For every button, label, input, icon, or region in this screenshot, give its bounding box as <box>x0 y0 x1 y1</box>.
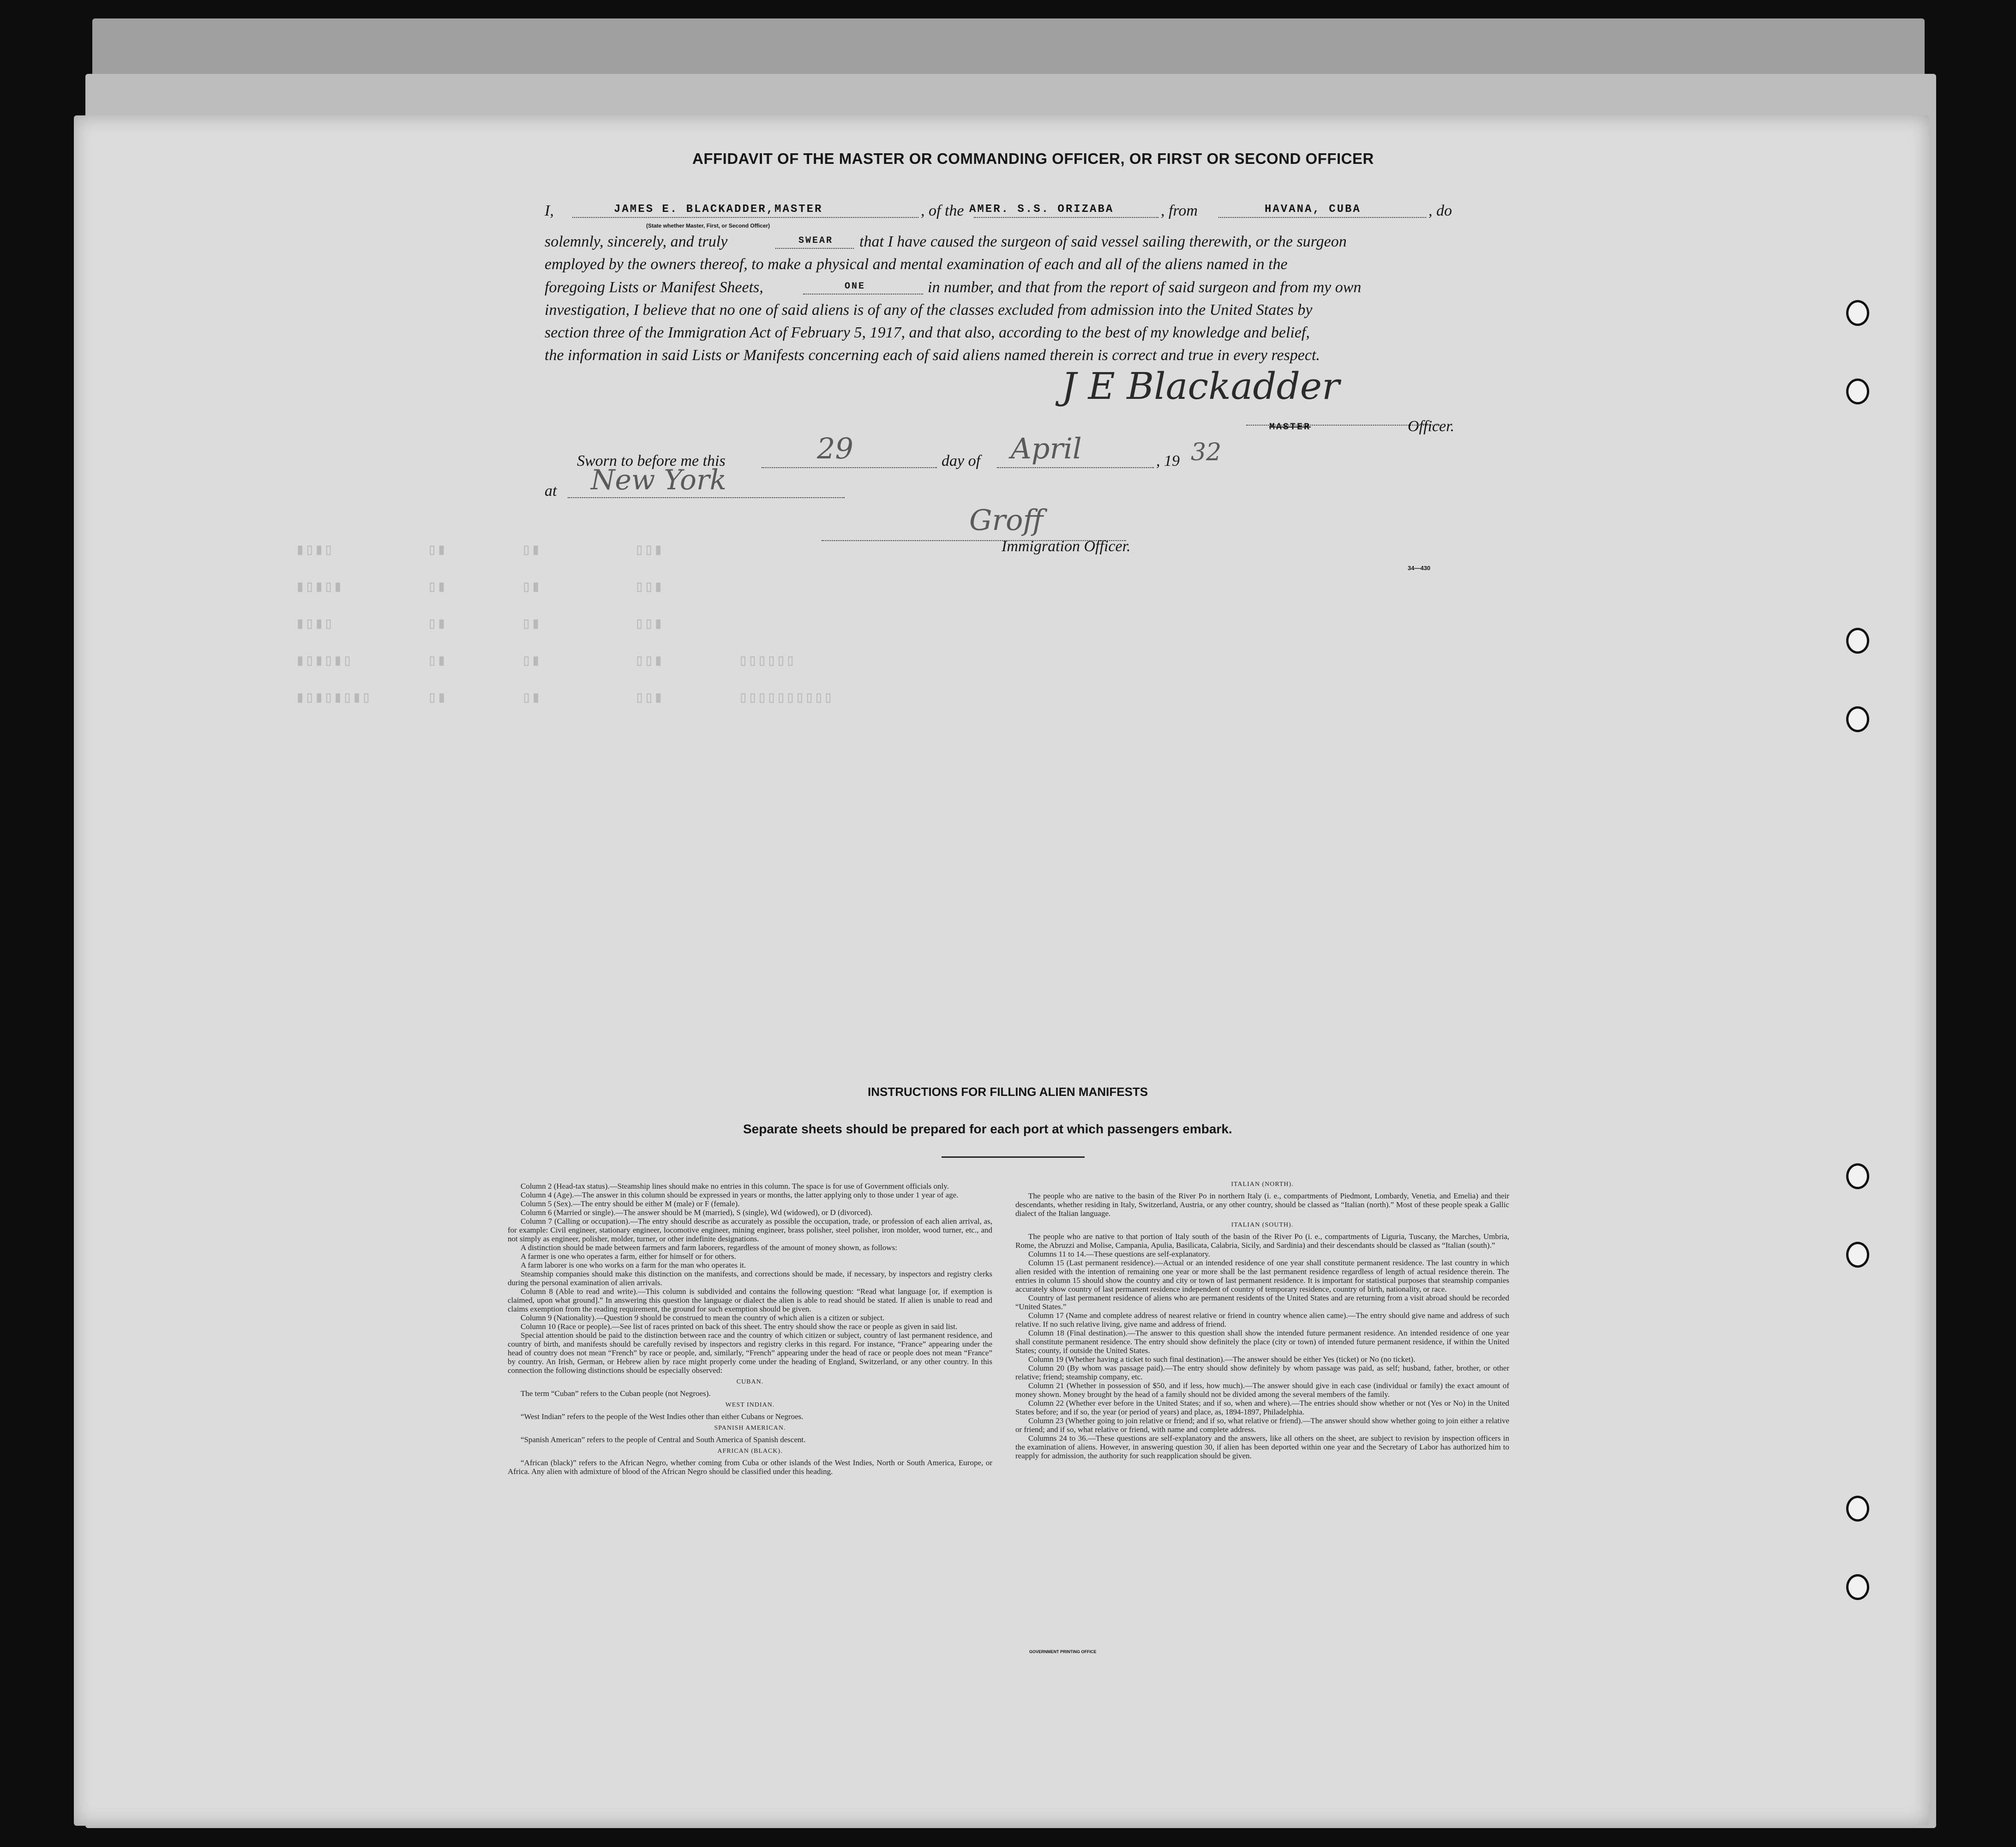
do-label: , do <box>1428 202 1452 219</box>
instruction-paragraph: “West Indian” refers to the people of the West Indies other than either Cubans or Negroes. <box>521 1412 804 1421</box>
instructions-divider <box>942 1156 1085 1158</box>
instruction-paragraph: The term “Cuban” refers to the Cuban people (not Negroes). <box>521 1389 711 1398</box>
sworn-month: April <box>1011 432 1082 465</box>
instruction-paragraph: A farmer is one who operates a farm, either for himself or for others. <box>521 1252 736 1261</box>
instruction-paragraph: Special attention should be paid to the distinction between race and the country of which citizen or subject, country of last permanent residence, and country of birth, and manifests should be carefully revised by inspectors and registry clerks in this regard. For instance, “France” appearing under the head of country does not mean “French” by race or people, and, similarly, “French” appearing under the head of race or people does not mean “France” by country. An Irish, German, or Hebrew alien by race might properly come under the heading of England, Switzerland, or any other country. In this connection the following distinctions should be especially observed: <box>508 1331 992 1375</box>
instruction-paragraph: A farm laborer is one who works on a farm for the man who operates it. <box>521 1261 746 1269</box>
affidavit-line-4-prefix: foregoing Lists or Manifest Sheets, <box>545 279 763 296</box>
rank-text: MASTER <box>1269 422 1311 433</box>
instruction-paragraph: Column 4 (Age).—The answer in this column should be expressed in years or months, the latter applying only to those under 1 year of age. <box>521 1191 959 1199</box>
affidavit-line-3: employed by the owners thereof, to make a physical and mental examination of each and all of the aliens named in the <box>545 256 1288 273</box>
punch-hole <box>1846 1163 1869 1189</box>
affidavit-line-5: investigation, I believe that no one of said aliens is of any of the classes excluded from admission into the United States by <box>545 301 1313 319</box>
punch-hole <box>1846 1242 1869 1268</box>
sworn-day: 29 <box>817 432 853 465</box>
bleed-through-text: ▮▯▮▯▮▯ ▯▮ ▯▮ ▯▯▮ ▯▯▯▯▯▯ <box>295 653 795 670</box>
instruction-paragraph: Column 20 (By whom was passage paid).—The entry should show definitely by whom passage was paid, as self; husband, father, brother, or other relative; friend; steamship company, etc. <box>1015 1364 1509 1381</box>
punch-hole <box>1846 300 1869 326</box>
sworn-year: 32 <box>1191 439 1222 466</box>
instruction-paragraph: The people who are native to that portion of Italy south of the basin of the River Po (i. e., compartments of Liguria, Tuscany, the Marches, Umbria, Rome, the Abruzzi and Molise, Campania, Apulia, Basilicata, Calabria, Sicily, and Sardinia) and their descendants should be classed as “Italian (south).” <box>1015 1232 1509 1250</box>
instruction-heading: AFRICAN (BLACK). <box>717 1448 783 1455</box>
instruction-paragraph: Column 23 (Whether going to join relative or friend; and if so, what relative or friend).—The answer should show whether going to join either a relative or friend; and if so, what relative or friend, with name and complete address. <box>1015 1416 1509 1434</box>
bleed-through-text: ▮▯▮▯▮▯▮▯ ▯▮ ▯▮ ▯▯▮ ▯▯▯▯▯▯▯▯▯▯ <box>295 690 833 707</box>
instruction-paragraph: Column 10 (Race or people).—See list of races printed on back of this sheet. The entry should show the race or people as given in said list. <box>521 1322 958 1331</box>
at-label: at <box>545 482 557 499</box>
immigration-signature: Groff <box>969 503 1044 537</box>
state-note: (State whether Master, First, or Second Officer) <box>646 223 770 229</box>
from-label: , from <box>1161 202 1198 219</box>
of-the-label: , of the <box>921 202 964 219</box>
affidavit-sheet <box>74 115 1929 1826</box>
instruction-paragraph: “Spanish American” refers to the people of Central and South America of Spanish descent. <box>521 1435 806 1444</box>
year-prefix: , 19 <box>1156 452 1180 469</box>
bleed-through-text: ▮▯▮▯▮ ▯▮ ▯▮ ▯▯▮ <box>295 579 663 596</box>
instruction-paragraph: Column 18 (Final destination).—The answer to this question shall show the intended future permanent residence. An intended residence of one year shall constitute permanent residence. The entry should show definitely the place (city or town) of intended future permanent residence, if within the United States; county, if outside the United States. <box>1015 1329 1509 1355</box>
bleed-through-text: ▮▯▮▯ ▯▮ ▯▮ ▯▯▮ <box>295 542 663 560</box>
punch-hole <box>1846 1574 1869 1600</box>
instructions-subtitle: Separate sheets should be prepared for each port at which passengers embark. <box>743 1122 1232 1136</box>
instruction-paragraph: Steamship companies should make this distinction on the manifests, and corrections should be made, if necessary, by inspectors and registry clerks during the personal examination of alien arrivals. <box>508 1269 992 1287</box>
master-name: JAMES E. BLACKADDER,MASTER <box>614 203 823 216</box>
sworn-prefix: Sworn to before me this <box>577 452 726 469</box>
instruction-paragraph: Column 21 (Whether in possession of $50, and if less, how much).—The answer should give in each case (individual or family) the exact amount of money shown. Money brought by the head of a family should not be divided among the several members of the family. <box>1015 1381 1509 1399</box>
punch-hole <box>1846 628 1869 654</box>
oath-prefix: solemnly, sincerely, and truly <box>545 233 728 250</box>
instruction-heading: ITALIAN (SOUTH). <box>1231 1221 1294 1228</box>
instruction-heading: SPANISH AMERICAN. <box>714 1425 786 1432</box>
oath-word: SWEAR <box>798 235 834 246</box>
instruction-paragraph: Column 8 (Able to read and write).—This column is subdivided and contains the following question: “Read what language [or, if exemption is claimed, upon what ground].” In answering this question the language or dialect the alien is able to read should be stated. If alien is unable to read and claims exemption from the reading requirement, the ground for such exemption should be given. <box>508 1287 992 1313</box>
punch-hole <box>1846 1496 1869 1522</box>
instruction-heading: CUBAN. <box>736 1378 764 1385</box>
immigration-officer-label: Immigration Officer. <box>1002 538 1131 555</box>
affidavit-title: AFFIDAVIT OF THE MASTER OR COMMANDING OFFICER, OR FIRST OR SECOND OFFICER <box>692 150 1374 167</box>
instruction-paragraph: Column 7 (Calling or occupation).—The entry should describe as accurately as possible the occupation, trade, or profession of each alien arrival, as, for example: Civil engineer, stationary engineer, locomotive engineer, mining engineer, brass polisher, steel polisher, iron molder, wood turner, etc., and not simply as engineer, polisher, molder, turner, or other indefinite designations. <box>508 1217 992 1243</box>
instructions-left-column <box>508 1182 992 1476</box>
affidavit-i-label: I, <box>545 202 554 219</box>
instruction-paragraph: “African (black)” refers to the African Negro, whether coming from Cuba or other islands of the West Indies, North or South America, Europe, or Africa. Any alien with admixture of blood of the African Negro should be classified under this heading. <box>508 1458 992 1476</box>
printer-note: GOVERNMENT PRINTING OFFICE <box>1029 1649 1097 1654</box>
instruction-paragraph: Column 5 (Sex).—The entry should be either M (male) or F (female). <box>521 1199 740 1208</box>
instruction-paragraph: The people who are native to the basin of the River Po in northern Italy (i. e., compartments of Piedmont, Lombardy, Venetia, and Emelia) and their descendants, whether residing in Italy, Switzerland, Austria, or any other country, should be classed as “Italian (north).” Most of these people speak a Gallic dialect of the Italian language. <box>1015 1191 1509 1218</box>
instructions-right-column <box>1015 1177 1509 1460</box>
instruction-heading: WEST INDIAN. <box>725 1402 775 1408</box>
instruction-paragraph: Country of last permanent residence of aliens who are permanent residents of the United States and are returning from a visit abroad should be recorded “United States.” <box>1015 1294 1509 1311</box>
instruction-paragraph: Column 2 (Head-tax status).—Steamship lines should make no entries in this column. The space is for use of Government officials only. <box>521 1182 949 1191</box>
form-number: 34—430 <box>1408 565 1431 572</box>
oath-suffix: that I have caused the surgeon of said vessel sailing therewith, or the surgeon <box>859 233 1347 250</box>
instruction-paragraph: Columns 11 to 14.—These questions are self-explanatory. <box>1028 1250 1210 1258</box>
instruction-paragraph: Column 17 (Name and complete address of nearest relative or friend in country whence alien came).—The entry should give name and address of such relative. If no such relative living, give name and address of friend. <box>1015 1311 1509 1329</box>
sworn-place: New York <box>591 464 726 496</box>
instruction-paragraph: A distinction should be made between farmers and farm laborers, regardless of the amount of money shown, as follows: <box>521 1243 897 1252</box>
instruction-paragraph: Columns 24 to 36.—These questions are self-explanatory and the answers, like all others on the sheet, are subject to revision by inspection officers in the examination of aliens. However, in answering question 30, if alien has been deported within one year and the Secretary of Labor has authorized him to reapply for admission, the authority for such reapplication should be given. <box>1015 1434 1509 1460</box>
instruction-paragraph: Column 6 (Married or single).—The answer should be M (married), S (single), Wd (widowed), or D (divorced). <box>521 1208 873 1217</box>
bleed-through-text: ▮▯▮▯ ▯▮ ▯▮ ▯▯▮ <box>295 616 663 633</box>
instruction-paragraph: Column 9 (Nationality).—Question 9 should be construed to mean the country of which alien is a citizen or subject. <box>521 1313 885 1322</box>
vessel-name: AMER. S.S. ORIZABA <box>969 203 1114 216</box>
instruction-paragraph: Column 22 (Whether ever before in the United States; and if so, when and where).—The entries should show whether or not (Yes or No) in the United States before; and if so, the year (or period of years) and place, as, 1894-1897, Philadelphia. <box>1015 1399 1509 1416</box>
instruction-paragraph: Column 15 (Last permanent residence).—Actual or an intended residence of one year shall constitute permanent residence. The last country in which alien resided with the intention of remaining one year or more shall be the last permanent residence regardless of length of actual residence therein. The entries in column 15 should show the country and city or town of last permanent residence. It is important for statistical purposes that steamship companies accurately show country of last permanent residence independent of country of temporary residence, country of birth, nationality, or race. <box>1015 1258 1509 1294</box>
sheet-count: ONE <box>845 281 866 292</box>
port-name: HAVANA, CUBA <box>1265 203 1361 216</box>
affidavit-line-4-suffix: in number, and that from the report of said surgeon and from my own <box>928 279 1362 296</box>
day-of-label: day of <box>942 452 981 469</box>
instructions-title: INSTRUCTIONS FOR FILLING ALIEN MANIFESTS <box>868 1085 1148 1099</box>
instruction-heading: ITALIAN (NORTH). <box>1231 1181 1294 1188</box>
punch-hole <box>1846 706 1869 732</box>
master-signature: J E Blackadder <box>1062 365 1340 408</box>
instruction-paragraph: Column 19 (Whether having a ticket to such final destination).—The answer should be either Yes (ticket) or No (no ticket). <box>1028 1355 1416 1364</box>
affidavit-line-6: section three of the Immigration Act of February 5, 1917, and that also, according to the best of my knowledge and belief, <box>545 324 1310 341</box>
affidavit-line-7: the information in said Lists or Manifests concerning each of said aliens named therein is correct and true in every respect. <box>545 347 1320 364</box>
officer-label: Officer. <box>1408 418 1455 435</box>
punch-hole <box>1846 379 1869 404</box>
